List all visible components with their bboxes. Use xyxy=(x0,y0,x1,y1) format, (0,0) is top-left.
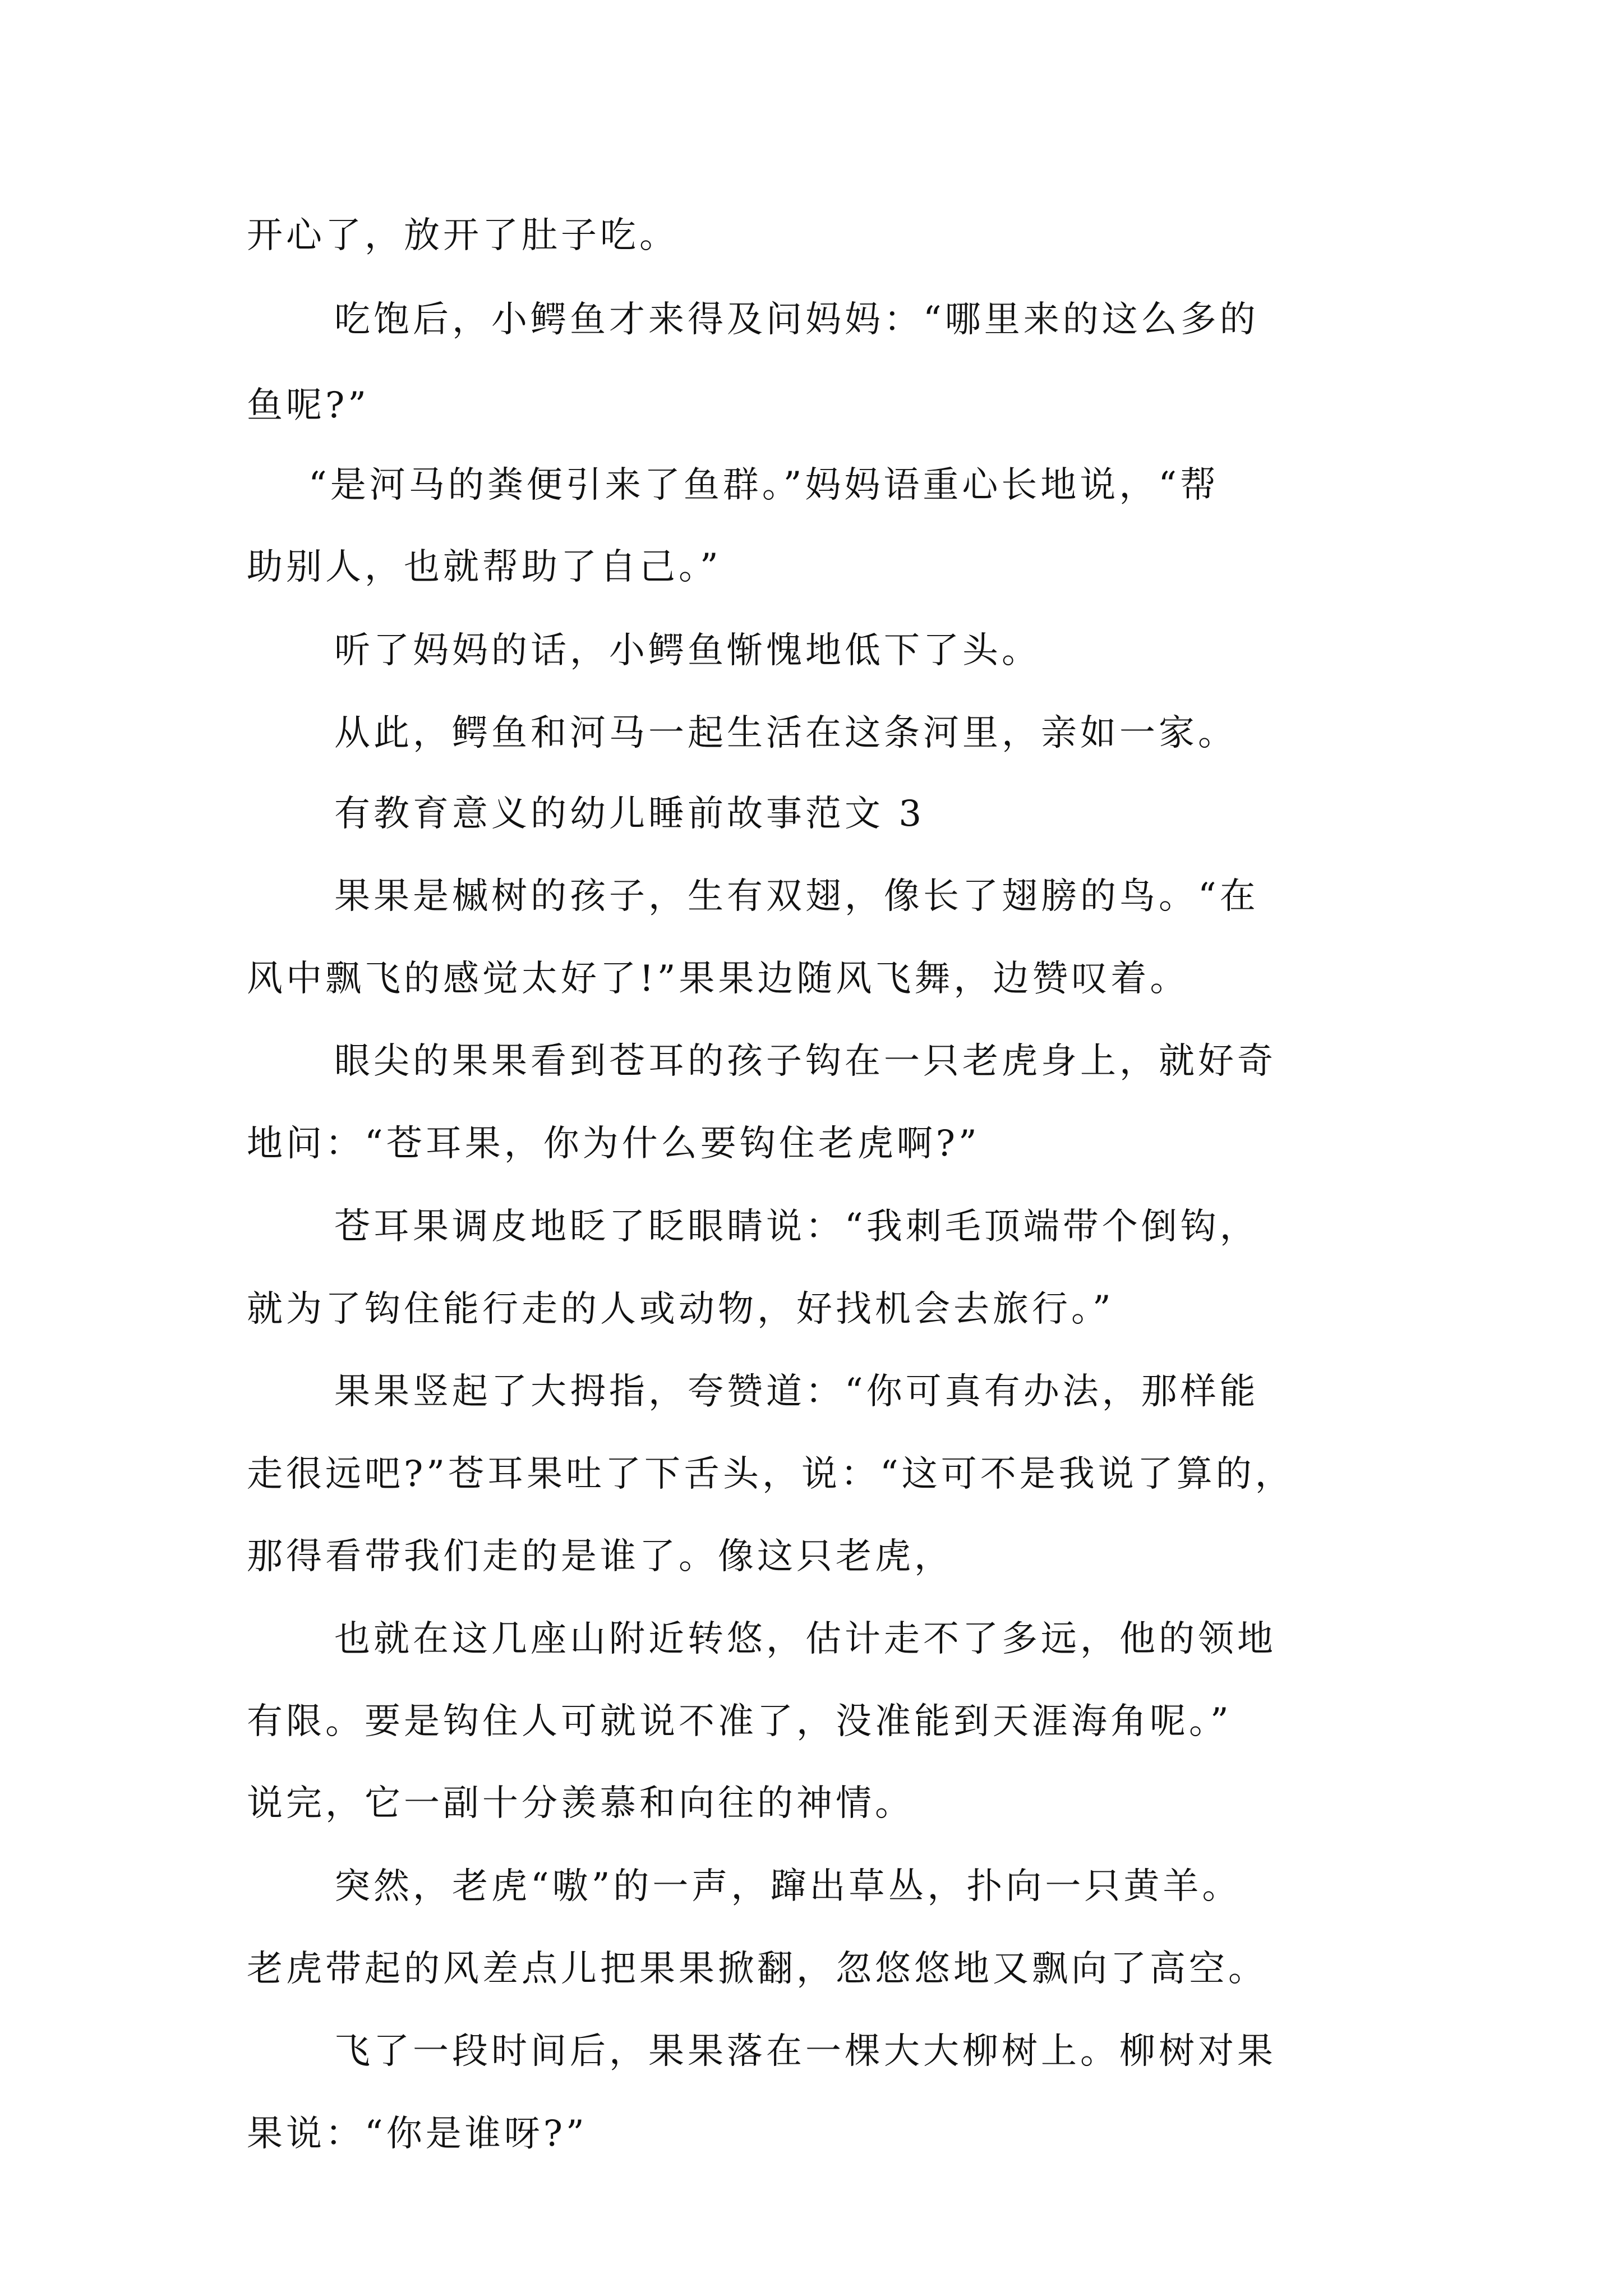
text-line: 飞了一段时间后，果果落在一棵大大柳树上。柳树对果 xyxy=(334,2031,1276,2072)
text-line: 开心了，放开了肚子吃。 xyxy=(247,215,679,256)
text-line: 果果是槭树的孩子，生有双翅，像长了翅膀的鸟。“在 xyxy=(334,876,1259,917)
text-line: 鱼呢?” xyxy=(247,385,370,426)
text-line: 果说：“你是谁呀?” xyxy=(247,2113,588,2155)
text-line: 从此，鳄鱼和河马一起生活在这条河里，亲如一家。 xyxy=(334,712,1237,754)
text-line: 突然，老虎“嗷”的一声，蹿出草丛，扑向一只黄羊。 xyxy=(334,1866,1242,1907)
text-line: 那得看带我们走的是谁了。像这只老虎， xyxy=(247,1536,953,1577)
text-line: 吃饱后，小鳄鱼才来得及问妈妈：“哪里来的这么多的 xyxy=(334,299,1259,341)
text-line: 果果竖起了大拇指，夸赞道：“你可真有办法，那样能 xyxy=(334,1371,1259,1412)
text-line: 就为了钩住能行走的人或动物，好找机会去旅行。” xyxy=(247,1289,1114,1330)
text-line: 苍耳果调皮地眨了眨眼睛说：“我刺毛顶端带个倒钩， xyxy=(334,1206,1259,1248)
text-line: “是河马的粪便引来了鱼群。”妈妈语重心长地说，“帮 xyxy=(308,464,1220,506)
text-line: 助别人，也就帮助了自己。” xyxy=(247,546,722,588)
text-line: 老虎带起的风差点儿把果果掀翻，忽悠悠地又飘向了高空。 xyxy=(247,1948,1267,1990)
text-line: 有限。要是钩住人可就说不准了，没准能到天涯海角呢。” xyxy=(247,1701,1232,1742)
text-line: 走很远吧?”苍耳果吐了下舌头，说：“这可不是我说了算的， xyxy=(247,1453,1294,1495)
text-line: 听了妈妈的话，小鳄鱼惭愧地低下了头。 xyxy=(334,630,1041,671)
text-line: 风中飘飞的感觉太好了!”果果边随风飞舞，边赞叹着。 xyxy=(247,958,1189,1000)
text-line: 地问：“苍耳果，你为什么要钩住老虎啊?” xyxy=(247,1123,980,1165)
text-line: 也就在这几座山附近转悠，估计走不了多远，他的领地 xyxy=(334,1618,1276,1660)
text-line: 说完，它一副十分羡慕和向往的神情。 xyxy=(247,1783,914,1824)
section-heading: 有教育意义的幼儿睡前故事范文 3 xyxy=(334,793,925,835)
text-line: 眼尖的果果看到苍耳的孩子钩在一只老虎身上，就好奇 xyxy=(334,1041,1276,1082)
